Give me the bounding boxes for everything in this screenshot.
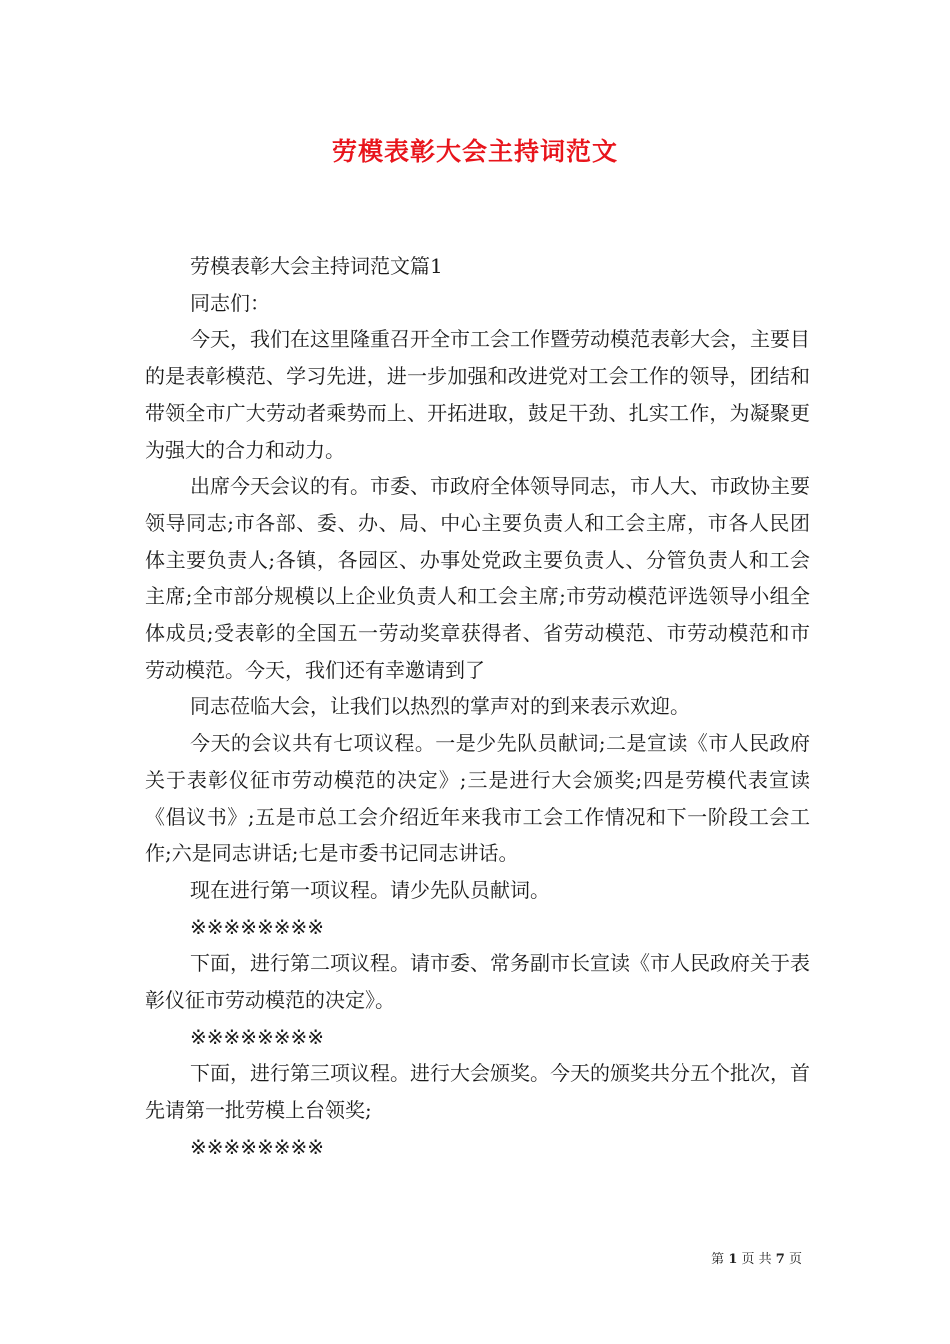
footer-suffix: 页 [788,1252,802,1267]
footer-middle: 页 共 [741,1252,772,1267]
section-heading: 劳模表彰大会主持词范文篇1 [190,254,443,278]
paragraph-opening: 今天，我们在这里隆重召开全市工会工作暨劳动模范表彰大会，主要目的是表彰模范、学习先进，进一步加强和改进党对工会工作的领导，团结和带领全市广大劳动者乘势而上、开拓进取，鼓足干劲、扎实工作，为凝聚更为强大的合力和动力。 [145,327,810,462]
document-title: 劳模表彰大会主持词范文 [331,137,618,166]
document-body [145,248,810,1166]
paragraph-item-two: 下面，进行第二项议程。请市委、常务副市长宣读《市人民政府关于表彰仪征市劳动模范的决定》。 [145,951,810,1013]
paragraph-agenda: 今天的会议共有七项议程。一是少先队员献词;二是宣读《市人民政府关于表彰仪征市劳动模范的决定》;三是进行大会颁奖;四是劳模代表宣读《倡议书》;五是市总工会介绍近年来我市工会工作情况和下一阶段工会工作;六是同志讲话;七是市委书记同志讲话。 [145,731,810,866]
separator-marks: ※※※※※※※※ [190,1134,325,1159]
paragraph-attendees: 出席今天会议的有。市委、市政府全体领导同志，市人大、市政协主要领导同志;市各部、委、办、局、中心主要负责人和工会主席，市各人民团体主要负责人;各镇，各园区、办事处党政主要负责人、分管负责人和工会主席;全市部分规模以上企业负责人和工会主席;市劳动模范评选领导小组全体成员;受表彰的全国五一劳动奖章获得者、省劳动模范、市劳动模范和市劳动模范。今天，我们还有幸邀请到了 [145,474,810,682]
paragraph-welcome: 同志莅临大会，让我们以热烈的掌声对的到来表示欢迎。 [190,694,690,719]
page-number-footer [711,1248,802,1267]
salutation: 同志们： [190,290,270,315]
paragraph-item-three: 下面，进行第三项议程。进行大会颁奖。今天的颁奖共分五个批次，首先请第一批劳模上台领奖; [145,1061,810,1123]
total-page-count: 7 [775,1252,785,1267]
current-page-number: 1 [728,1252,738,1267]
separator-marks: ※※※※※※※※ [190,914,325,939]
footer-prefix: 第 [711,1252,725,1267]
separator-marks: ※※※※※※※※ [190,1024,325,1049]
paragraph-item-one: 现在进行第一项议程。请少先队员献词。 [190,877,550,902]
